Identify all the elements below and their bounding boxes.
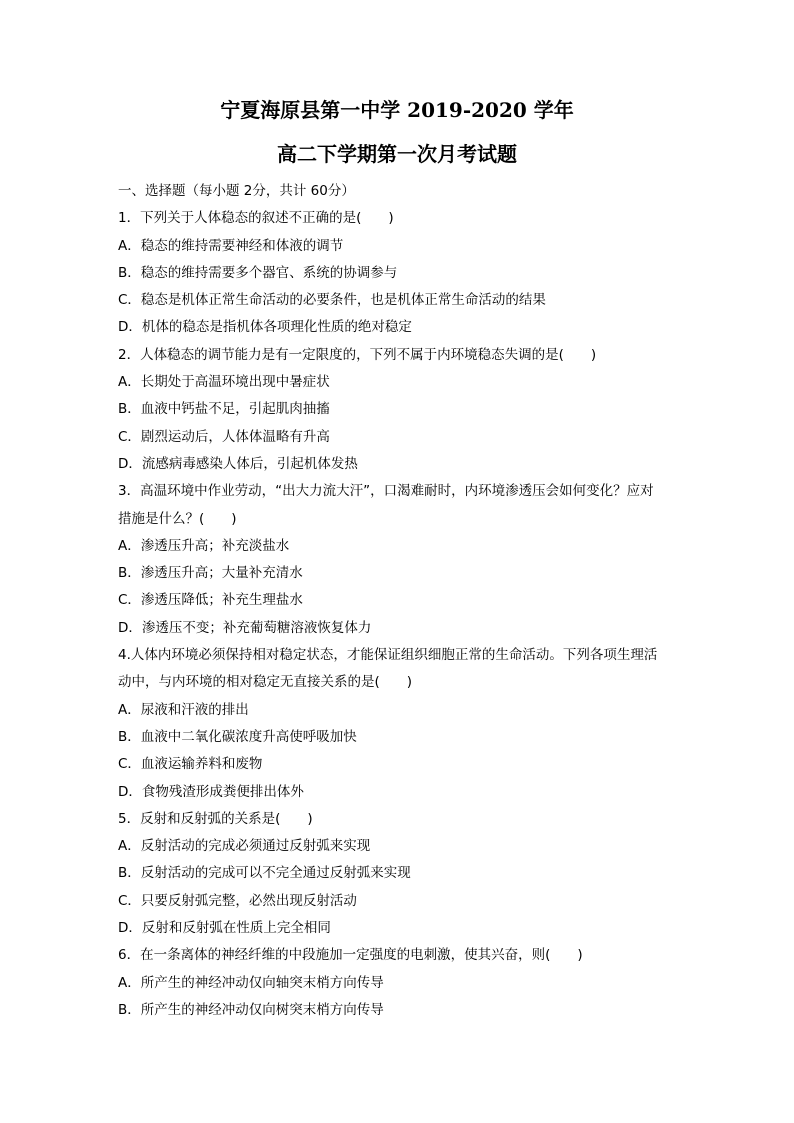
document-title: 宁夏海原县第一中学 2019-2020 学年 bbox=[220, 98, 574, 122]
option-line: C．渗透压降低；补充生理盐水 bbox=[118, 592, 303, 609]
option-line: C．只要反射弧完整，必然出现反射活动 bbox=[118, 892, 357, 909]
option-line: A．长期处于高温环境出现中暑症状 bbox=[118, 374, 330, 391]
exam-content bbox=[118, 178, 678, 1024]
option-line: B．血液中二氧化碳浓度升高使呼吸加快 bbox=[118, 728, 357, 745]
question-line: 4.人体内环境必须保持相对稳定状态，才能保证组织细胞正常的生命活动。下列各项生理活 bbox=[118, 647, 658, 664]
question-line: 3．高温环境中作业劳动，“出大力流大汗”，口渴难耐时，内环境渗透压会如何变化？应对 bbox=[118, 483, 654, 500]
question-line: 2．人体稳态的调节能力是有一定限度的，下列不属于内环境稳态失调的是( ) bbox=[118, 346, 597, 363]
option-line: B．血液中钙盐不足，引起肌肉抽搐 bbox=[118, 401, 330, 418]
question-line: 5．反射和反射弧的关系是( ) bbox=[118, 810, 313, 827]
option-line: A．渗透压升高；补充淡盐水 bbox=[118, 537, 290, 554]
option-line: A．稳态的维持需要神经和体液的调节 bbox=[118, 237, 344, 254]
option-line: C．血液运输养料和废物 bbox=[118, 756, 263, 773]
option-line: C．稳态是机体正常生命活动的必要条件，也是机体正常生命活动的结果 bbox=[118, 292, 546, 309]
option-line: D．机体的稳态是指机体各项理化性质的绝对稳定 bbox=[118, 319, 412, 336]
option-line: C．剧烈运动后，人体体温略有升高 bbox=[118, 428, 330, 445]
document-subtitle: 高二下学期第一次月考试题 bbox=[277, 142, 517, 166]
option-line: B．稳态的维持需要多个器官、系统的协调参与 bbox=[118, 264, 398, 281]
option-line: B．反射活动的完成可以不完全通过反射弧来实现 bbox=[118, 865, 411, 882]
option-line: D．食物残渣形成粪便排出体外 bbox=[118, 783, 304, 800]
option-line: A．所产生的神经冲动仅向轴突末梢方向传导 bbox=[118, 974, 384, 991]
section-heading: 一、选择题（每小题 2分，共计 60分） bbox=[118, 183, 355, 199]
question-line: 6．在一条离体的神经纤维的中段施加一定强度的电刺激，使其兴奋，则( ) bbox=[118, 947, 583, 964]
option-line: D．渗透压不变；补充葡萄糖溶液恢复体力 bbox=[118, 619, 372, 636]
option-line: B．渗透压升高；大量补充清水 bbox=[118, 565, 303, 582]
option-line: B．所产生的神经冲动仅向树突末梢方向传导 bbox=[118, 1001, 384, 1018]
option-line: A．反射活动的完成必须通过反射弧来实现 bbox=[118, 838, 371, 855]
question-line: 1．下列关于人体稳态的叙述不正确的是( ) bbox=[118, 210, 394, 227]
question-line: 措施是什么？( ) bbox=[118, 510, 237, 527]
option-line: D．流感病毒感染人体后，引起机体发热 bbox=[118, 455, 358, 472]
option-line: D．反射和反射弧在性质上完全相同 bbox=[118, 920, 331, 937]
option-line: A．尿液和汗液的排出 bbox=[118, 701, 249, 718]
question-line: 动中，与内环境的相对稳定无直接关系的是( ) bbox=[118, 674, 413, 691]
